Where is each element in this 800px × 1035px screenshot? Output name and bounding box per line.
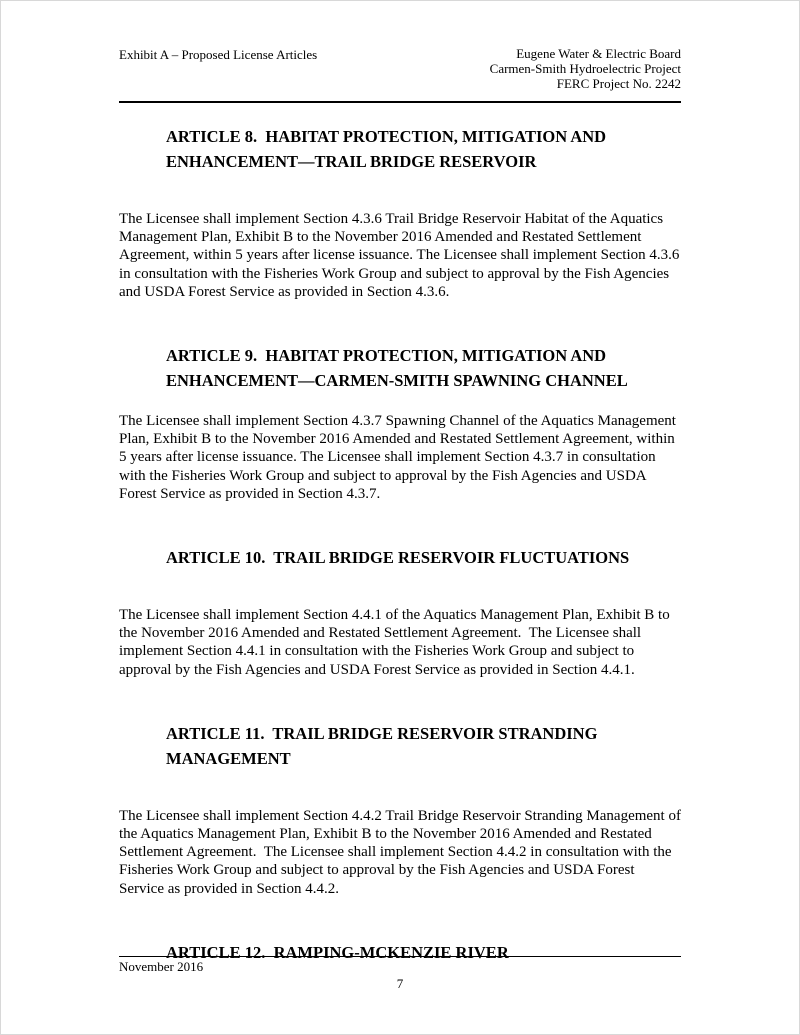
article-11-body: The Licensee shall implement Section 4.4.2 Trail Bridge Reservoir Stranding Management of the Aquatics Management Plan, Exhibit B to the November 2016 Amended and Restated Settlement Agreement. The Licensee shall implement Section 4.4.2 in consultation with the Fisheries Work Group and subject to approval by the Fish Agencies and USDA Forest Service as provided in Section 4.4.2. xyxy=(119,807,685,897)
article-10-heading: ARTICLE 10. TRAIL BRIDGE RESERVOIR FLUCTUATIONS xyxy=(166,548,630,568)
article-8-body: The Licensee shall implement Section 4.3.6 Trail Bridge Reservoir Habitat of the Aquatics Management Plan, Exhibit B to the November 2016 Amended and Restated Settlement Agreement, within 5 years after license issuance. The Licensee shall implement Section 4.3.6 in consultation with the Fisheries Work Group and subject to approval by the Fish Agencies and USDA Forest Service as provided in Section 4.3.6. xyxy=(119,211,684,300)
header-exhibit-label: Exhibit A – Proposed License Articles xyxy=(119,47,318,62)
header-project-name: Carmen-Smith Hydroelectric Project xyxy=(489,61,681,76)
page-footer xyxy=(119,956,681,991)
footer-divider xyxy=(119,956,681,957)
header-divider xyxy=(119,101,681,103)
article-10-body: The Licensee shall implement Section 4.4.1 of the Aquatics Management Plan, Exhibit B to the November 2016 Amended and Restated Settlement Agreement. The Licensee shall implement Section 4.4.1 in consultation with the Fisheries Work Group and subject to approval by the Fish Agencies and USDA Forest Service as provided in Section 4.4.1. xyxy=(119,607,674,678)
footer-page-number: 7 xyxy=(396,976,404,991)
page-content xyxy=(119,46,685,965)
page-header xyxy=(119,46,681,91)
article-8-heading: ARTICLE 8. HABITAT PROTECTION, MITIGATION AND ENHANCEMENT—TRAIL BRIDGE RESERVOIR xyxy=(166,127,611,171)
article-11-heading: ARTICLE 11. TRAIL BRIDGE RESERVOIR STRANDING MANAGEMENT xyxy=(166,723,602,768)
header-ferc-number: FERC Project No. 2242 xyxy=(556,76,681,91)
article-9-heading: ARTICLE 9. HABITAT PROTECTION, MITIGATION AND ENHANCEMENT—CARMEN-SMITH SPAWNING CHANNEL xyxy=(166,346,628,391)
footer-date: November 2016 xyxy=(119,959,204,974)
article-9-body: The Licensee shall implement Section 4.3.7 Spawning Channel of the Aquatics Management Plan, Exhibit B to the November 2016 Amended and Restated Settlement Agreement, within 5 years after license issuance. The Licensee shall implement Section 4.3.7 in consultation with the Fisheries Work Group and subject to approval by the Fish Agencies and USDA Forest Service as provided in Section 4.3.7. xyxy=(119,413,680,502)
article-12-heading: ARTICLE 12. RAMPING-MCKENZIE RIVER xyxy=(166,942,509,962)
header-org-name: Eugene Water & Electric Board xyxy=(516,46,681,61)
header-org-block xyxy=(490,46,681,91)
